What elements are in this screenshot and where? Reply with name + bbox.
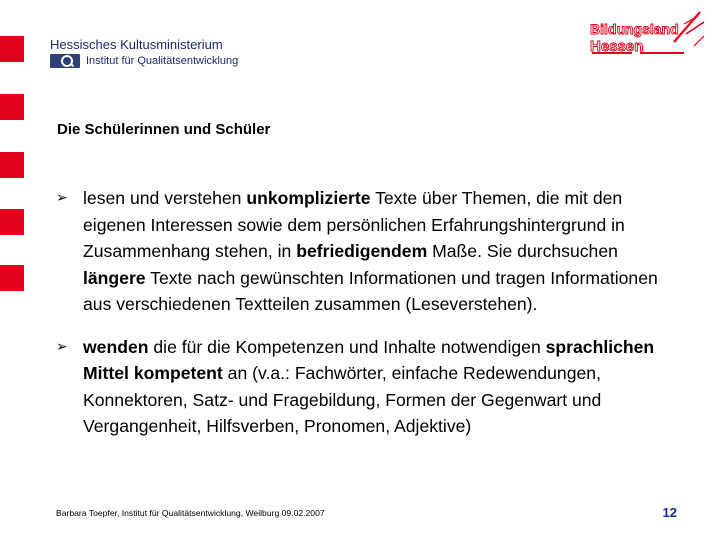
- ministry-name: Hessisches Kultusministerium: [50, 37, 223, 52]
- institute-name: Institut für Qualitätsentwicklung: [86, 55, 239, 67]
- bullet-text-bold: längere: [83, 267, 146, 288]
- brand-line-1: Bildungsland: [590, 21, 679, 37]
- institute-logo-icon: [50, 54, 80, 68]
- bullet-text-bold: sprachlichen Mittel kompetent: [83, 336, 655, 383]
- bullet-list: [56, 185, 676, 440]
- bullet-text-bold: unkomplizierte: [246, 188, 371, 208]
- bullet-text-bold: wenden: [83, 336, 149, 357]
- red-accent-bar: [0, 209, 24, 235]
- bullet-text-segment: Texte über Themen, die mit den eigenen Interessen sowie dem persönlichen Erfahrungshintergrund in Zusammenhang stehen, in: [83, 188, 625, 261]
- arrow-bullet-icon: ➢: [56, 190, 68, 206]
- page-number: 12: [662, 505, 677, 520]
- red-accent-bar: [0, 36, 24, 62]
- bullet-text-segment: lesen und verstehen: [83, 188, 247, 208]
- red-accent-bar: [0, 152, 24, 178]
- bullet-text-segment: die für die Kompetenzen und Inhalte notwendigen: [148, 336, 546, 357]
- brand-line-2: Hessen: [590, 38, 644, 55]
- bullet-text: [83, 188, 658, 314]
- bullet-text-bold: befriedigendem: [296, 241, 428, 261]
- red-accent-bar: [0, 94, 24, 120]
- bullet-item: [56, 334, 676, 440]
- arrow-bullet-icon: ➢: [56, 338, 68, 355]
- bullet-text-segment: Maße. Sie durchsuchen: [427, 241, 618, 261]
- bullet-text-segment: Texte nach gewünschten Informationen und tragen Informationen aus verschiedenen Textteilen zusammen (Leseverstehen).: [83, 267, 658, 314]
- bildungsland-hessen-logo: [588, 6, 706, 64]
- bullet-text-segment: an (v.a.: Fachwörter, einfache Redewendungen, Konnektoren, Satz- und Fragebildung, Formen der Gegenwart und Vergangenheit, Hilfsverben, Pronomen, Adjektive): [83, 363, 602, 436]
- footer-credit: Barbara Toepfer, Institut für Qualitätsentwicklung, Weilburg 09.02.2007: [56, 508, 325, 518]
- bullet-item: [56, 185, 676, 318]
- slide-title: Die Schülerinnen und Schüler: [57, 121, 271, 138]
- red-accent-bar: [0, 265, 24, 291]
- bullet-text: [83, 337, 654, 437]
